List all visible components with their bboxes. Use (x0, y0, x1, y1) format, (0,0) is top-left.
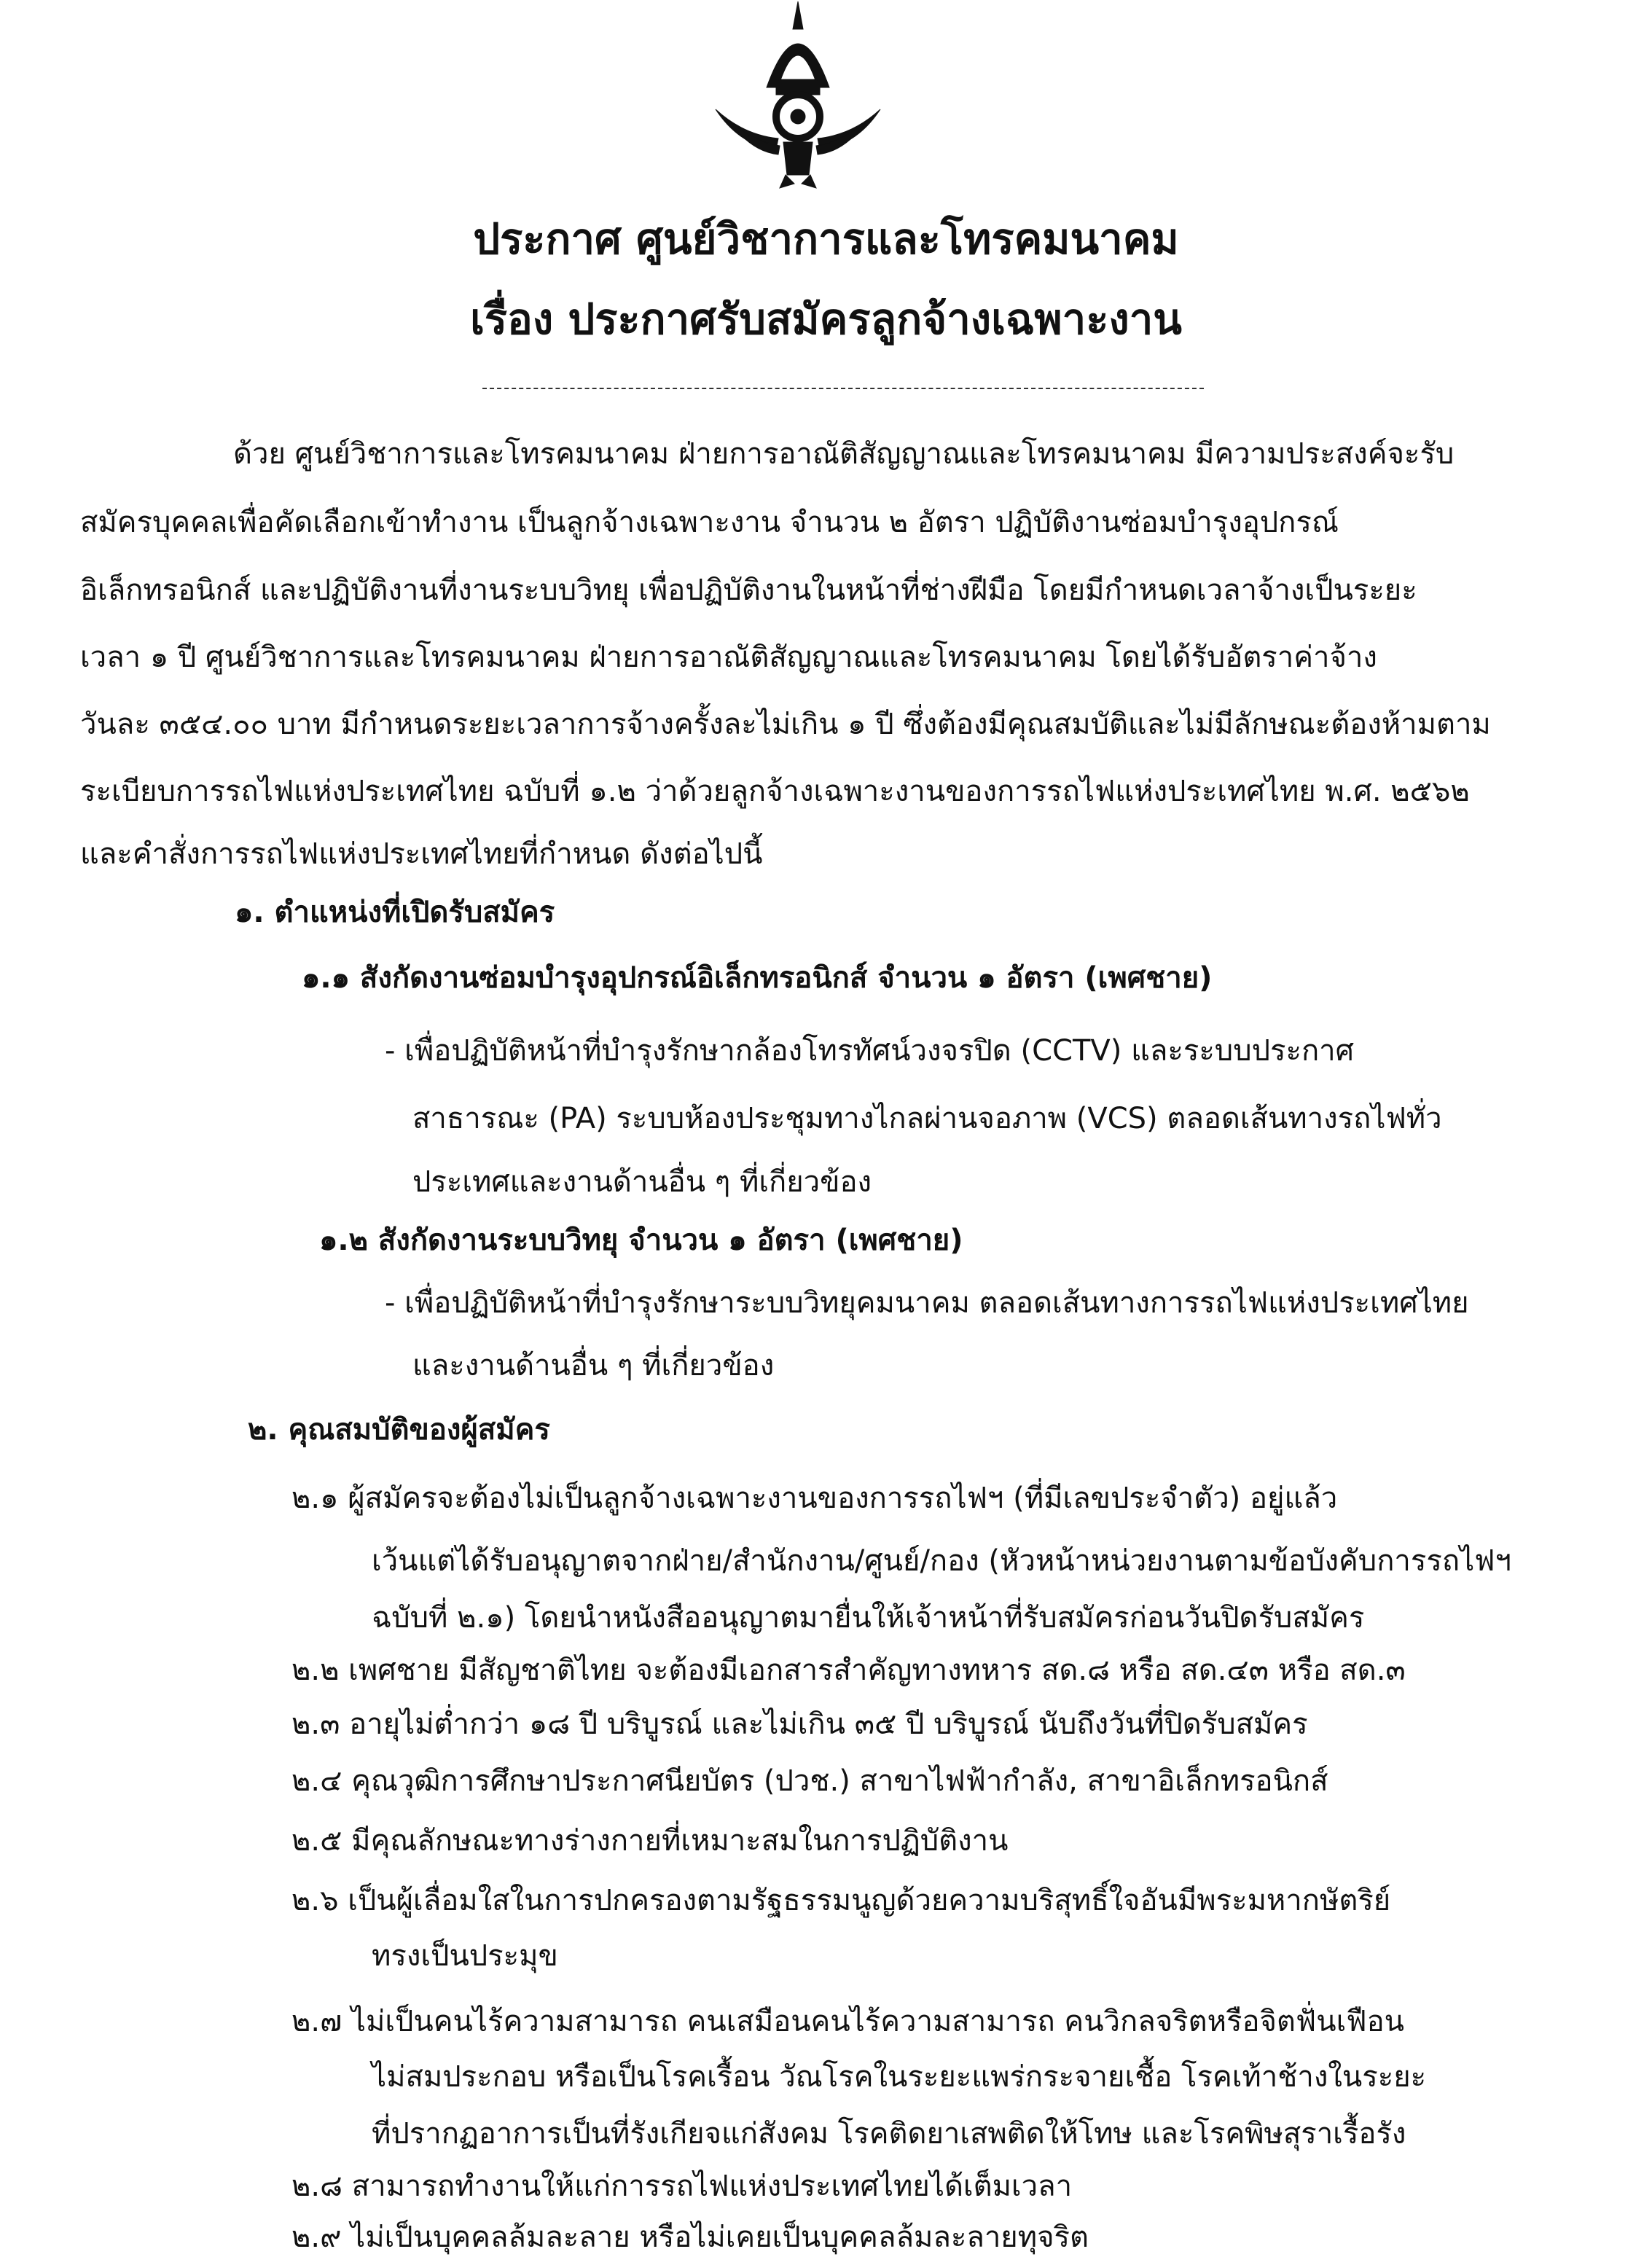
qualification-item: ๒.๓ อายุไม่ต่ำกว่า ๑๘ ปี บริบูรณ์ และไม่เกิน ๓๕ ปี บริบูรณ์ นับถึงวันที่ปิดรับสมัคร (291, 1707, 1308, 1741)
intro-line: ระเบียบการรถไฟแห่งประเทศไทย ฉบับที่ ๑.๒ ว่าด้วยลูกจ้างเฉพาะงานของการรถไฟแห่งประเทศไทย พ.ศ. ๒๕๖๒ (80, 775, 1470, 808)
section-1-2-line: - เพื่อปฏิบัติหน้าที่บำรุงรักษาระบบวิทยุคมนาคม ตลอดเส้นทางการรถไฟแห่งประเทศไทย (385, 1286, 1469, 1320)
qualification-item: ๒.๒ เพศชาย มีสัญชาติไทย จะต้องมีเอกสารสำคัญทางทหาร สด.๘ หรือ สด.๔๓ หรือ สด.๓ (291, 1654, 1406, 1687)
title-line-1: ประกาศ ศูนย์วิชาการและโทรคมนาคม (473, 214, 1179, 264)
garuda-emblem-icon (714, 0, 882, 189)
qualification-item-cont: ไม่สมประกอบ หรือเป็นโรคเรื้อน วัณโรคในระยะแพร่กระจายเชื้อ โรคเท้าช้างในระยะ (372, 2060, 1427, 2094)
section-2-heading: ๒. คุณสมบัติของผู้สมัคร (248, 1413, 550, 1447)
qualification-item-cont: เว้นแต่ได้รับอนุญาตจากฝ่าย/สำนักงาน/ศูนย์/กอง (หัวหน้าหน่วยงานตามข้อบังคับการรถไฟฯ (372, 1544, 1511, 1578)
section-1-2-line: และงานด้านอื่น ๆ ที่เกี่ยวข้อง (412, 1349, 775, 1382)
intro-line: และคำสั่งการรถไฟแห่งประเทศไทยที่กำหนด ดังต่อไปนี้ (80, 837, 763, 871)
qualification-item-cont: ฉบับที่ ๒.๑) โดยนำหนังสืออนุญาตมายื่นให้เจ้าหน้าที่รับสมัครก่อนวันปิดรับสมัคร (372, 1601, 1365, 1635)
section-1-1-line: สาธารณะ (PA) ระบบห้องประชุมทางไกลผ่านจอภาพ (VCS) ตลอดเส้นทางรถไฟทั่ว (412, 1102, 1442, 1135)
qualification-item: ๒.๘ สามารถทำงานให้แก่การรถไฟแห่งประเทศไทยได้เต็มเวลา (291, 2170, 1073, 2203)
section-1-1-heading: ๑.๑ สังกัดงานซ่อมบำรุงอุปกรณ์อิเล็กทรอนิกส์ จำนวน ๑ อัตรา (เพศชาย) (302, 961, 1213, 995)
intro-line: วันละ ๓๕๔.๐๐ บาท มีกำหนดระยะเวลาการจ้างครั้งละไม่เกิน ๑ ปี ซึ่งต้องมีคุณสมบัติและไม่มีลักษณะต้องห้ามตาม (80, 708, 1491, 741)
title-divider (482, 388, 1204, 389)
qualification-item-cont: ทรงเป็นประมุข (372, 1939, 558, 1973)
section-1-heading: ๑. ตำแหน่งที่เปิดรับสมัคร (235, 896, 555, 929)
section-1-1-line: ประเทศและงานด้านอื่น ๆ ที่เกี่ยวข้อง (412, 1165, 872, 1199)
intro-line: สมัครบุคคลเพื่อคัดเลือกเข้าทำงาน เป็นลูกจ้างเฉพาะงาน จำนวน ๒ อัตรา ปฏิบัติงานซ่อมบำรุงอุปกรณ์ (80, 506, 1339, 539)
section-1-1-line: - เพื่อปฏิบัติหน้าที่บำรุงรักษากล้องโทรทัศน์วงจรปิด (CCTV) และระบบประกาศ (385, 1034, 1355, 1068)
intro-line: อิเล็กทรอนิกส์ และปฏิบัติงานที่งานระบบวิทยุ เพื่อปฏิบัติงานในหน้าที่ช่างฝีมือ โดยมีกำหนดเวลาจ้างเป็นระยะ (80, 574, 1417, 607)
qualification-item: ๒.๕ มีคุณลักษณะทางร่างกายที่เหมาะสมในการปฏิบัติงาน (291, 1824, 1009, 1858)
qualification-item: ๒.๙ ไม่เป็นบุคคลล้มละลาย หรือไม่เคยเป็นบุคคลล้มละลายทุจริต (291, 2221, 1089, 2254)
qualification-item: ๒.๔ คุณวุฒิการศึกษาประกาศนียบัตร (ปวช.) สาขาไฟฟ้ากำลัง, สาขาอิเล็กทรอนิกส์ (291, 1764, 1328, 1798)
qualification-item: ๒.๑ ผู้สมัครจะต้องไม่เป็นลูกจ้างเฉพาะงานของการรถไฟฯ (ที่มีเลขประจำตัว) อยู่แล้ว (291, 1482, 1338, 1515)
intro-line: ด้วย ศูนย์วิชาการและโทรคมนาคม ฝ่ายการอาณัติสัญญาณและโทรคมนาคม มีความประสงค์จะรับ (233, 437, 1455, 471)
section-1-2-heading: ๑.๒ สังกัดงานระบบวิทยุ จำนวน ๑ อัตรา (เพศชาย) (319, 1224, 963, 1257)
qualification-item: ๒.๗ ไม่เป็นคนไร้ความสามารถ คนเสมือนคนไร้ความสามารถ คนวิกลจริตหรือจิตฟั่นเฟือน (291, 2005, 1404, 2038)
qualification-item: ๒.๖ เป็นผู้เลื่อมใสในการปกครองตามรัฐธรรมนูญด้วยความบริสุทธิ์ใจอันมีพระมหากษัตริย์ (291, 1884, 1391, 1917)
title-line-2: เรื่อง ประกาศรับสมัครลูกจ้างเฉพาะงาน (470, 294, 1182, 344)
intro-line: เวลา ๑ ปี ศูนย์วิชาการและโทรคมนาคม ฝ่ายการอาณัติสัญญาณและโทรคมนาคม โดยได้รับอัตราค่าจ้าง (80, 641, 1377, 674)
qualification-item-cont: ที่ปรากฏอาการเป็นที่รังเกียจแก่สังคม โรคติดยาเสพติดให้โทษ และโรคพิษสุราเรื้อรัง (372, 2117, 1406, 2151)
